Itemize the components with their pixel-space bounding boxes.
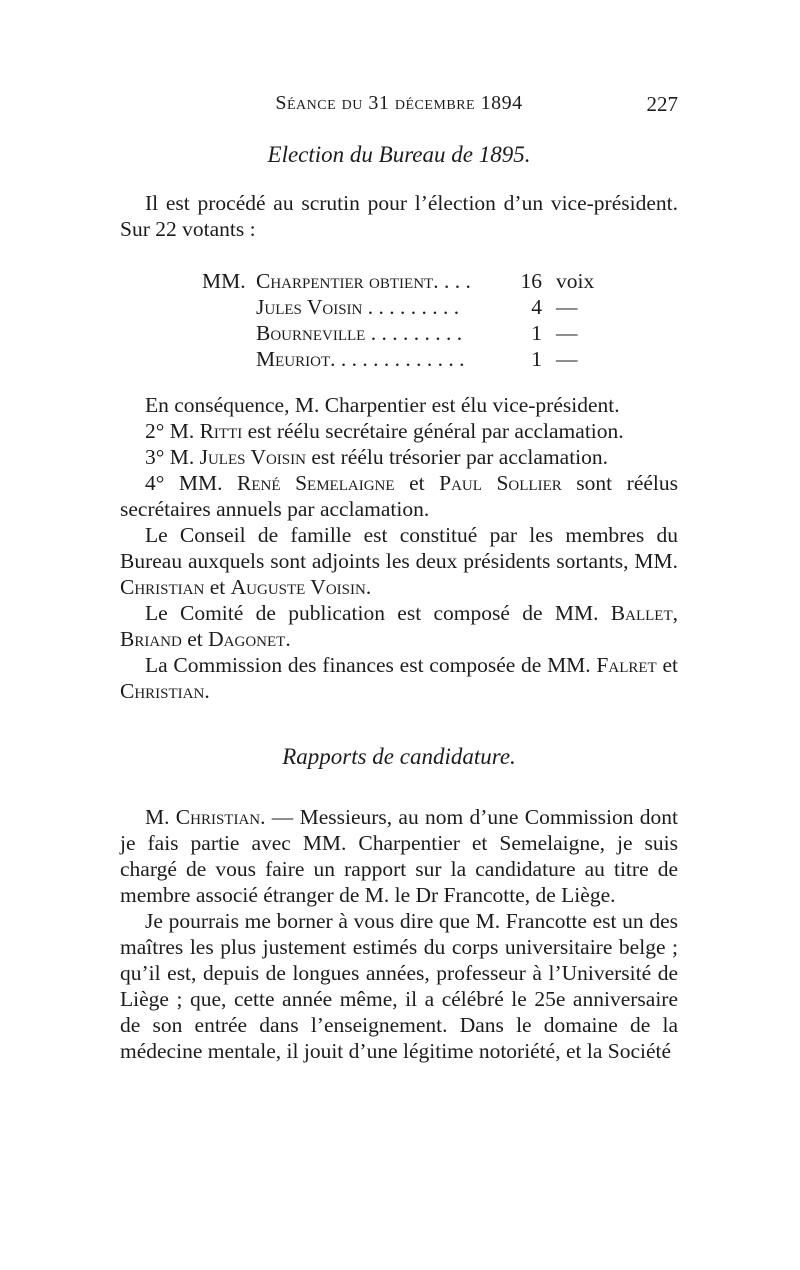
vote-row	[120, 320, 678, 346]
page-header	[120, 92, 678, 122]
vote-row	[120, 346, 678, 372]
vote-candidate: Jules Voisin . . . . . . . . .	[256, 295, 460, 319]
vote-unit: —	[556, 347, 578, 371]
vote-row	[120, 294, 678, 320]
vote-unit: voix	[556, 269, 595, 293]
vote-count: 1	[531, 347, 542, 371]
vote-count: 16	[520, 269, 542, 293]
election-intro: Il est procédé au scrutin pour l’élection d’un vice-président. Sur 22 votants :	[120, 191, 678, 241]
vote-candidate: Meuriot. . . . . . . . . . . . .	[256, 347, 465, 371]
document-page	[120, 92, 678, 1064]
paragraph-vice-president: En conséquence, M. Charpentier est élu vice-président.	[145, 393, 620, 417]
vote-unit: —	[556, 321, 578, 345]
vote-count: 4	[531, 295, 542, 319]
paragraph-annual-secretaries: 4° MM. René Semelaigne et Paul Sollier sont réélus secrétaires annuels par acclamation.	[120, 471, 679, 521]
paragraph-francotte: Je pourrais me borner à vous dire que M. Francotte est un des maîtres les plus justement estimés du corps universitaire belge ; qu’il est, depuis de longues années, professeur à l’Université de Liège ; que, cette année même, il a célébré le 25e anniversaire de son entrée dans l’enseignement. Dans le domaine de la médecine mentale, il jouit d’une légitime notoriété, et la Société	[120, 909, 678, 1063]
page-number: 227	[646, 92, 678, 116]
vote-results	[120, 268, 678, 372]
paragraph-christian-report: M. Christian. — Messieurs, au nom d’une Commission dont je fais partie avec MM. Charpentier et Semelaigne, je suis chargé de vous faire un rapport sur la candidature au titre de membre associé étranger de M. le Dr Francotte, de Liège.	[120, 805, 678, 907]
vote-prefix: MM.	[202, 269, 246, 293]
vote-candidate: Charpentier obtient. . . .	[256, 269, 471, 293]
vote-unit: —	[556, 295, 578, 319]
vote-count: 1	[531, 321, 542, 345]
section-title-election: Election du Bureau de 1895.	[267, 142, 531, 167]
vote-candidate: Bourneville . . . . . . . . .	[256, 321, 463, 345]
paragraph-secretary-general: 2° M. Ritti est réélu secrétaire général par acclamation.	[145, 419, 624, 443]
paragraph-finance-commission: La Commission des finances est composée de MM. Falret et Christian.	[120, 653, 678, 703]
paragraph-treasurer: 3° M. Jules Voisin est réélu trésorier par acclamation.	[145, 445, 609, 469]
running-title: Séance du 31 décembre 1894	[275, 92, 523, 114]
paragraph-family-council: Le Conseil de famille est constitué par les membres du Bureau auxquels sont adjoints les deux présidents sortants, MM. Christian et Auguste Voisin.	[120, 523, 678, 599]
paragraph-publication-committee: Le Comité de publication est composé de MM. Ballet, Briand et Dagonet.	[120, 601, 678, 651]
vote-row	[120, 268, 678, 294]
section-title-rapports: Rapports de candidature.	[282, 744, 516, 769]
